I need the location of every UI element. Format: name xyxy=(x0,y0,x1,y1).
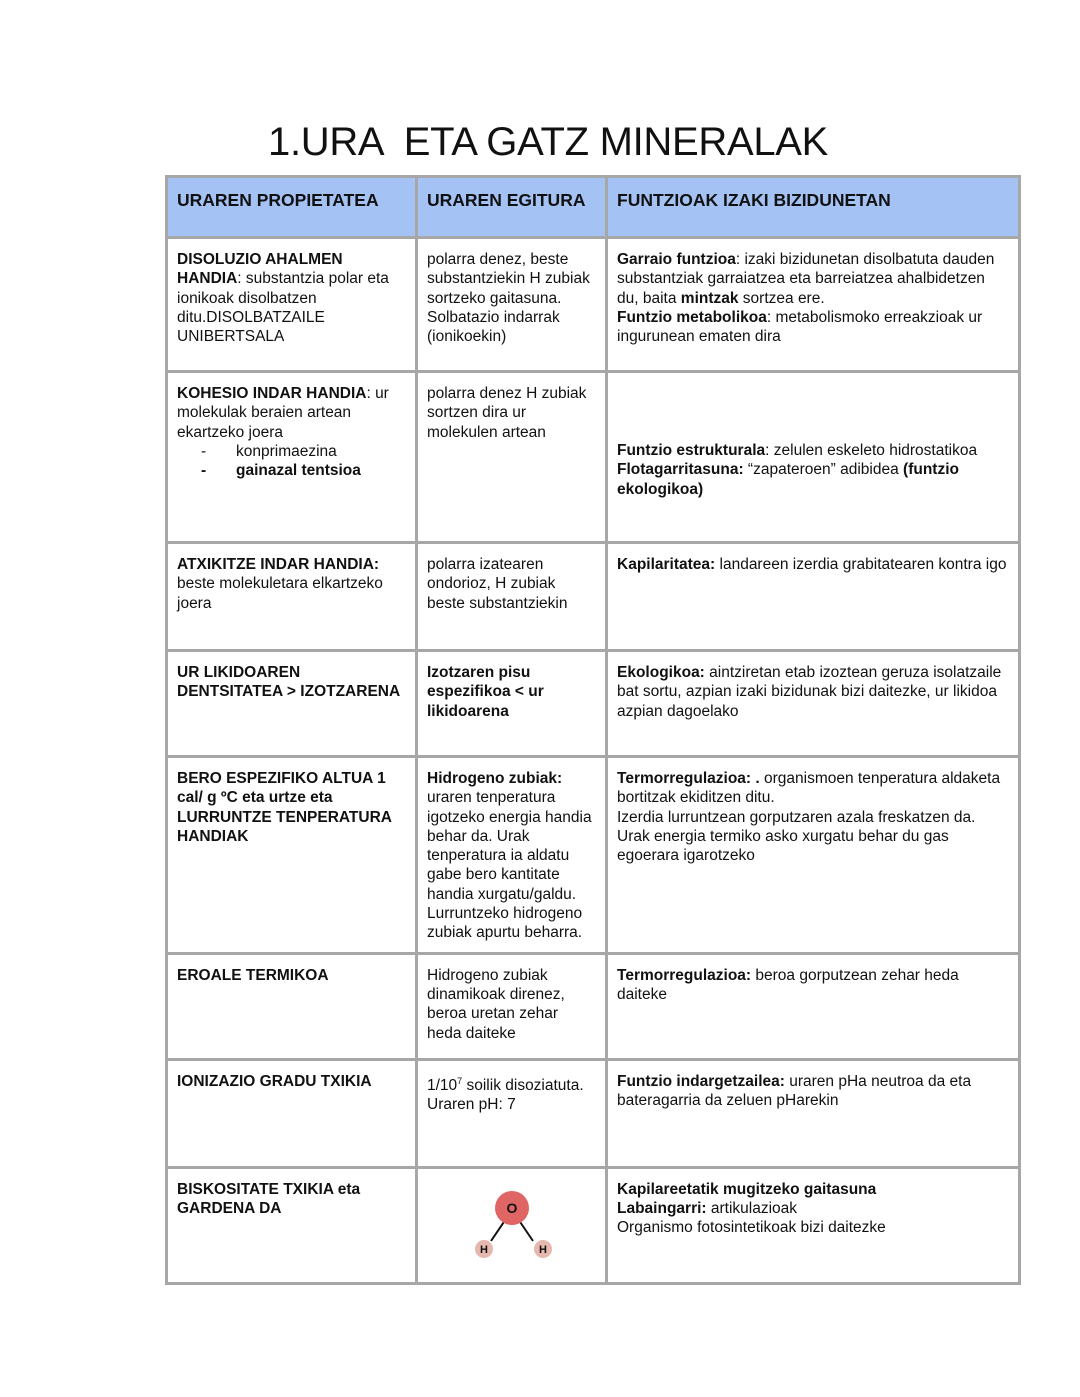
cell-propietatea: IONIZAZIO GRADU TXIKIA xyxy=(167,1059,417,1167)
svg-text:H: H xyxy=(538,1243,547,1256)
properties-table xyxy=(165,175,1021,1285)
cell-funtzioak: Termorregulazioa: beroa gorputzean zehar heda daiteke xyxy=(607,953,1020,1059)
water-molecule-diagram xyxy=(427,1188,596,1268)
table-row xyxy=(167,757,1020,954)
cell-propietatea: DISOLUZIO AHALMEN HANDIA: substantzia polar eta ionikoak disolbatzen ditu.DISOLBATZAILE UNIBERTSALA xyxy=(167,238,417,372)
cell-funtzioak: Kapilaritatea: landareen izerdia grabitatearen kontra igo xyxy=(607,543,1020,651)
cell-propietatea: BERO ESPEZIFIKO ALTUA 1 cal/ g ºC eta urtze eta LURRUNTZE TENPERATURA HANDIAK xyxy=(167,757,417,954)
table-row xyxy=(167,1167,1020,1283)
table-row xyxy=(167,543,1020,651)
cell-propietatea: UR LIKIDOAREN DENTSITATEA > IZOTZARENA xyxy=(167,651,417,757)
cell-propietatea: ATXIKITZE INDAR HANDIA: beste molekuletara elkartzeko joera xyxy=(167,543,417,651)
table-row xyxy=(167,372,1020,543)
cell-funtzioak: Kapilareetatik mugitzeko gaitasuna Labaingarri: artikulazioak Organismo fotosintetikoak bizi daitezke xyxy=(607,1167,1020,1283)
table-row xyxy=(167,651,1020,757)
cell-egitura: polarra izatearen ondorioz, H zubiak beste substantziekin xyxy=(417,543,607,651)
water-molecule-icon xyxy=(467,1188,557,1260)
header-funtzioak: FUNTZIOAK IZAKI BIZIDUNETAN xyxy=(607,177,1020,238)
header-propietatea: URAREN PROPIETATEA xyxy=(167,177,417,238)
cell-funtzioak: Termorregulazioa: . organismoen tenperatura aldaketa bortitzak ekiditzen ditu. Izerdia lurruntzean gorputzaren azala freskatzen da. Urak energia termiko asko xurgatu behar du gas egoerara igarotzeko xyxy=(607,757,1020,954)
table-row xyxy=(167,953,1020,1059)
cell-funtzioak: Ekologikoa: aintziretan etab izoztean geruza isolatzaile bat sortu, azpian izaki bizidunak bizi daitezke, ur likidoa azpian dagoelako xyxy=(607,651,1020,757)
cell-egitura: Hidrogeno zubiak: uraren tenperatura igotzeko energia handia behar da. Urak tenperatura ia aldatu gabe bero kantitate handia xurgatu/galdu. Lurruntzeko hidrogeno zubiak apurtu beharra. xyxy=(417,757,607,954)
property-list xyxy=(177,442,406,481)
cell-funtzioak: Garraio funtzioa: izaki bizidunetan disolbatuta dauden substantziak garraiatzea eta barreiatzea ahalbidetzen du, baita mintzak sortzea ere. Funtzio metabolikoa: metabolismoko erreakzioak ur ingurunean ematen dira xyxy=(607,238,1020,372)
cell-funtzioak: Funtzio estrukturala: zelulen eskeleto hidrostatikoa Flotagarritasuna: “zapateroen” adibidea (funtzio ekologikoa) xyxy=(607,372,1020,543)
cell-egitura: polarra denez, beste substantziekin H zubiak sortzeko gaitasuna. Solbatazio indarrak (ionikoekin) xyxy=(417,238,607,372)
list-item: - gainazal tentsioa xyxy=(201,462,361,480)
svg-text:H: H xyxy=(479,1243,488,1256)
page-title: 1.URA ETA GATZ MINERALAK xyxy=(268,120,829,164)
cell-funtzioak: Funtzio indargetzailea: uraren pHa neutroa da eta bateragarria da zeluen pHarekin xyxy=(607,1059,1020,1167)
svg-text:O: O xyxy=(506,1199,517,1216)
table-row xyxy=(167,238,1020,372)
header-egitura: URAREN EGITURA xyxy=(417,177,607,238)
cell-egitura: Hidrogeno zubiak dinamikoak direnez, beroa uretan zehar heda daiteke xyxy=(417,953,607,1059)
list-item: - konprimaezina xyxy=(201,442,337,460)
cell-propietatea: KOHESIO INDAR HANDIA: ur molekulak beraien artean ekartzeko joera - konprimaezina - gainazal tentsioa xyxy=(167,372,417,543)
cell-egitura: polarra denez H zubiak sortzen dira ur molekulen artean xyxy=(417,372,607,543)
cell-propietatea: BISKOSITATE TXIKIA eta GARDENA DA xyxy=(167,1167,417,1283)
table-row xyxy=(167,1059,1020,1167)
table-header-row xyxy=(167,177,1020,238)
cell-egitura: $1/10^7$ soilik disoziatuta. Uraren pH: 7 xyxy=(417,1059,607,1167)
cell-propietatea: EROALE TERMIKOA xyxy=(167,953,417,1059)
cell-egitura xyxy=(417,1167,607,1283)
cell-egitura: Izotzaren pisu espezifikoa < ur likidoarena xyxy=(417,651,607,757)
